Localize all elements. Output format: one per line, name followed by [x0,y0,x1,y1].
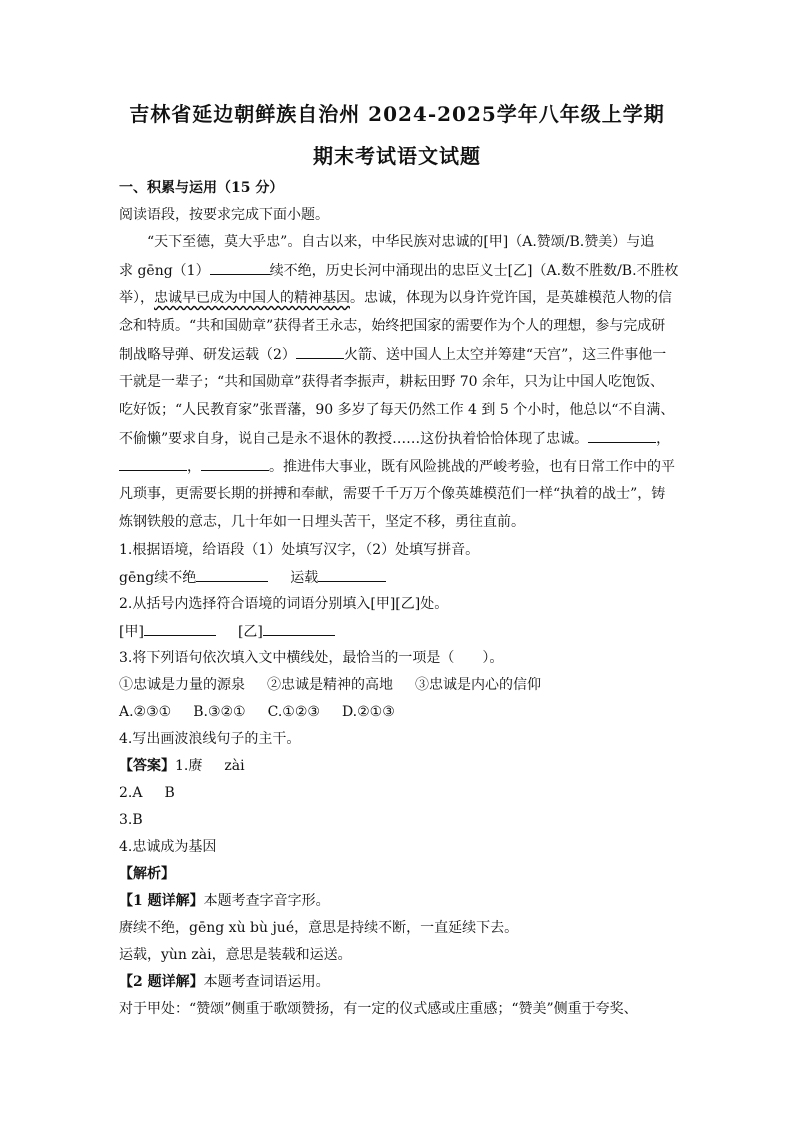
instruction: 阅读语段，按要求完成下面小题。 [119,207,329,223]
answer-label: 【答案】 [119,758,175,774]
passage-line-9 [119,456,679,477]
wavy-underlined-sentence: 忠诚早已成为中国人的精神基因 [154,290,350,306]
detail-1-heading [119,891,679,911]
answer-blank-q1-a [196,567,268,582]
answer-line-1 [119,756,679,776]
sentence-option-3: ③忠诚是内心的信仰 [415,677,541,693]
answer-line-3: 3.B [119,812,143,828]
passage-text: 。忠诚，体现为以身许党许国，是英雄模范人物的信 [350,290,672,306]
sentence-option-1: ①忠诚是力量的源泉 [119,677,245,693]
passage-line-4: 念和特质。“共和国勋章”获得者王永志，始终把国家的需要作为个人的理想，参与完成研 [119,318,666,334]
blank-5 [201,456,269,471]
passage-text: 不偷懒”要求自身，说自己是永不退休的教授……这份执着恰恰体现了忠诚。 [119,431,589,447]
passage-line-6: 干就是一辈子；“共和国勋章”获得者李振声，耕耘田野 70 余年，只为让中国人吃饱饭、 [119,374,665,390]
detail-1-text: 本题考查字音字形。 [203,893,330,909]
answer-blank-yi [263,621,335,636]
answer-line-2 [119,783,679,803]
document-title-line1: 吉林省延边朝鲜族自治州 2024-2025学年八年级上学期 [129,102,665,126]
blank-3 [588,428,656,443]
passage-line-2 [119,260,679,281]
q1-label-a: gēng续不绝 [119,570,197,586]
passage-text: ， [656,431,671,447]
answer-line-4: 4.忠诚成为基因 [119,839,217,855]
question-2-answer-line [119,621,679,642]
question-3: 3.将下列语句依次填入文中横线处，最恰当的一项是（ ）。 [119,650,504,666]
blank-4 [119,456,187,471]
sentence-option-2: ②忠诚是精神的高地 [267,677,393,693]
passage-text: ， [187,459,201,475]
passage-line-10: 凡琐事，更需要长期的拼搏和奉献，需要千千万万个像英雄模范们一样“执着的战士”，铸 [119,486,666,502]
question-3-choices [119,702,679,722]
blank-1 [210,260,270,275]
question-3-sentences [119,675,679,695]
answer-1: 1.赓 [175,758,203,774]
answer-2-jia: 2.A [119,785,143,801]
passage-line-11: 炼钢铁般的意志，几十年如一日埋头苦干，坚定不移，勇往直前。 [119,514,525,530]
q2-label-yi: [乙] [237,624,263,640]
choice-d: D.②①③ [341,704,395,720]
question-2: 2.从括号内选择符合语境的词语分别填入[甲][乙]处。 [119,596,449,612]
answer-2-yi: B [164,785,175,801]
passage-line-1: “天下至德，莫大乎忠”。自古以来，中华民族对忠诚的[甲]（A.赞颂/B.赞美）与追 [147,234,655,250]
answer-1-pinyin: zài [224,758,245,774]
detail-2-line-1: 对于甲处：“赞颂”侧重于歌颂赞扬，有一定的仪式感或庄重感；“赞美”侧重于夸奖、 [119,1001,638,1017]
detail-2-heading [119,972,679,992]
question-1: 1.根据语境，给语段（1）处填写汉字，（2）处填写拼音。 [119,542,480,558]
choice-a: A.②③① [119,704,172,720]
detail-1-line-1: 赓续不绝，gēng xù bù jué，意思是持续不断，一直延续下去。 [119,920,519,936]
passage-line-5 [119,344,679,365]
passage-text: 。推进伟大事业，既有风险挑战的严峻考验，也有日常工作中的平 [269,459,675,475]
analysis-heading: 【解析】 [119,866,175,882]
detail-2-text: 本题考查词语运用。 [203,974,330,990]
passage-text: 制战略导弹、研发运载（2） [119,347,296,363]
passage-text: 求 gēng（1） [119,263,210,279]
section-heading: 一、积累与运用（15 分） [119,180,284,196]
choice-b: B.③②① [193,704,246,720]
passage-line-7: 吃好饭；“人民教育家”张晋藩，90 多岁了每天仍然工作 4 到 5 个小时，他总以“不自满、 [119,402,675,418]
passage-text: 举）， [119,290,154,306]
passage-text: 续不绝，历史长河中涌现出的忠臣义士[乙]（A.数不胜数/B.不胜枚 [269,263,679,279]
detail-2-label: 【2 题详解】 [119,974,204,990]
question-1-answer-line [119,567,679,588]
question-4: 4.写出画波浪线句子的主干。 [119,731,301,747]
document-title-line2: 期末考试语文试题 [313,144,481,168]
passage-line-3 [119,288,679,308]
answer-blank-jia [144,621,216,636]
blank-2 [296,344,344,359]
answer-blank-q1-b [318,567,386,582]
passage-text: 火箭、送中国人上太空并筹建“天宫”，这三件事他一 [343,347,667,363]
q2-label-jia: [甲] [119,624,144,640]
detail-1-label: 【1 题详解】 [119,893,204,909]
passage-line-8 [119,428,679,449]
detail-1-line-2: 运载，yùn zài，意思是装载和运送。 [119,947,352,963]
choice-c: C.①②③ [267,704,320,720]
q1-label-b: 运载 [290,570,319,586]
